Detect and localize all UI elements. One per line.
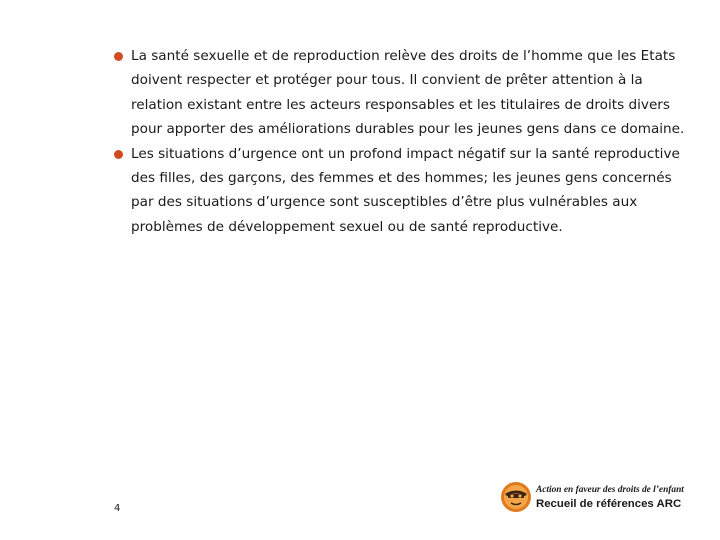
arc-emblem-icon — [500, 481, 532, 513]
bullet-dot-icon — [114, 150, 123, 159]
page-number: 4 — [114, 503, 121, 514]
bullet-dot-icon — [114, 52, 123, 61]
bullet-item — [114, 44, 694, 142]
logo-title: Recueil de références ARC — [536, 498, 682, 510]
arc-logo — [500, 481, 690, 517]
bullet-list — [114, 44, 694, 239]
logo-tagline: Action en faveur des droits de l’enfant — [536, 485, 684, 495]
bullet-text: La santé sexuelle et de reproduction relève des droits de l’homme que les Etats doivent respecter et protéger pour tous. Il convient de prêter attention à la relation existant entre les acteurs responsables et les titulaires de droits divers pour apporter des améliorations durables pour les jeunes gens dans ce domaine. — [131, 48, 685, 138]
bullet-item — [114, 142, 694, 240]
bullet-text: Les situations d’urgence ont un profond impact négatif sur la santé reproductive des filles, des garçons, des femmes et des hommes; les jeunes gens concernés par des situations d’urgence sont susceptibles d’être plus vulnérables aux problèmes de développement sexuel ou de santé reproductive. — [131, 145, 680, 235]
